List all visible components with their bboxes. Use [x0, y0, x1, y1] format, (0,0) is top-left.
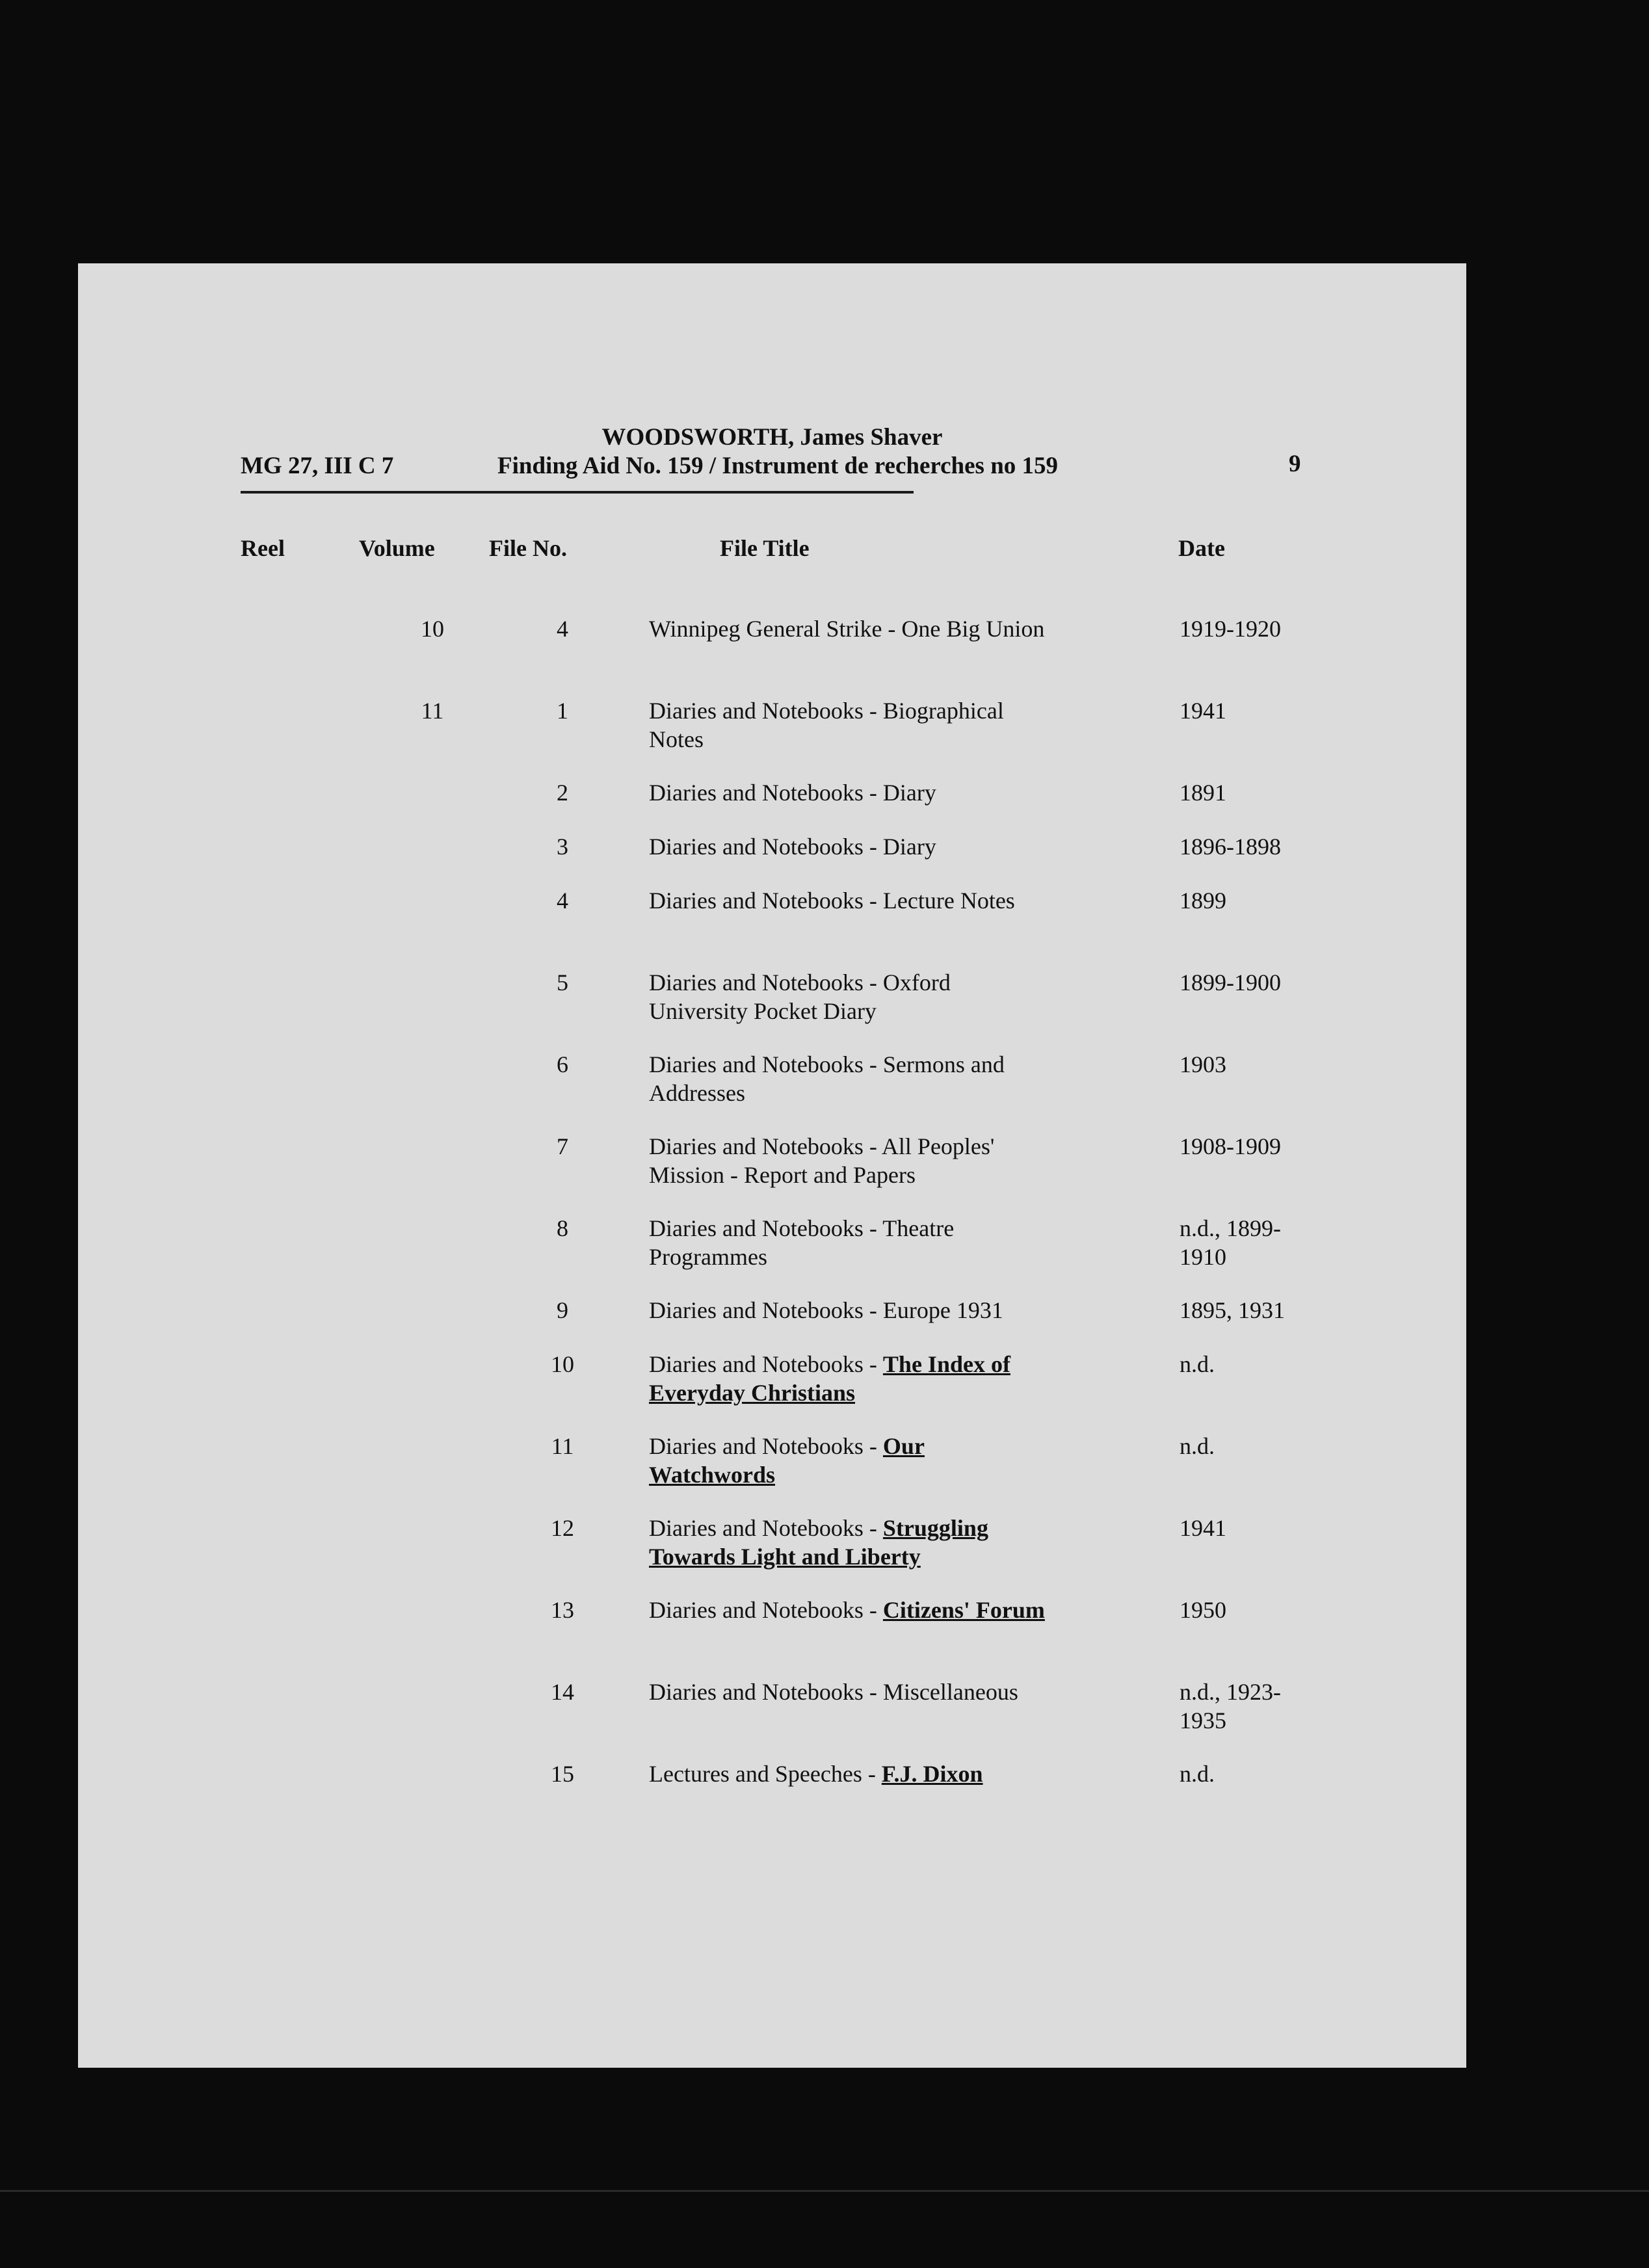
file-title-cell [649, 1760, 1052, 1788]
date-cell: n.d. [1180, 1433, 1215, 1459]
file-title-cell [649, 886, 1052, 915]
file-title-underlined: F.J. Dixon [881, 1761, 983, 1787]
finding-aid-label: Finding Aid No. 159 / Instrument de recherches no 159 [497, 453, 1059, 479]
file-title-text: Diaries and Notebooks - Diary [649, 780, 936, 806]
file-title-text: Diaries and Notebooks - All Peoples' Mission - Report and Papers [649, 1133, 995, 1188]
date-cell: 1895, 1931 [1180, 1297, 1285, 1323]
file-title-text: Diaries and Notebooks - Diary [649, 834, 936, 860]
date-cell: 1919-1920 [1180, 616, 1281, 642]
date-cell: n.d. [1180, 1351, 1215, 1377]
volume-cell: 11 [421, 698, 444, 724]
date-cell: 1908-1909 [1180, 1133, 1281, 1159]
date-cell: 1899 [1180, 888, 1226, 914]
file-number-cell: 13 [551, 1597, 574, 1623]
file-title-cell [649, 1596, 1052, 1624]
file-title-text: Diaries and Notebooks - [649, 1515, 883, 1541]
date-cell: 1899-1900 [1180, 969, 1281, 996]
date-cell: n.d., 1923-1935 [1180, 1679, 1281, 1734]
file-title-cell [649, 696, 1052, 754]
date-cell: 1896-1898 [1180, 834, 1281, 860]
file-title-text: Diaries and Notebooks - Oxford University Pocket Diary [649, 969, 951, 1024]
file-title-text: Diaries and Notebooks - [649, 1433, 883, 1459]
file-title-cell [649, 968, 1052, 1025]
file-number-cell: 8 [557, 1215, 568, 1241]
date-cell: 1950 [1180, 1597, 1226, 1623]
file-title-text: Diaries and Notebooks - Lecture Notes [649, 888, 1015, 914]
file-title-cell [649, 778, 1052, 807]
fonds-reference: MG 27, III C 7 [241, 453, 394, 479]
file-number-cell: 3 [557, 834, 568, 860]
file-title-cell [649, 1132, 1052, 1189]
scanner-edge [0, 2190, 1649, 2192]
file-title-text: Diaries and Notebooks - [649, 1597, 883, 1623]
file-title-cell [649, 1050, 1052, 1107]
file-number-cell: 11 [551, 1433, 574, 1459]
file-title-underlined: The Index of Everyday Christians [649, 1351, 1010, 1406]
file-title-text: Diaries and Notebooks - [649, 1351, 883, 1377]
file-title-underlined: Struggling Towards Light and Liberty [649, 1515, 988, 1570]
file-number-cell: 4 [557, 888, 568, 914]
file-title-text: Diaries and Notebooks - Europe 1931 [649, 1297, 1003, 1323]
file-title-text: Diaries and Notebooks - Biographical Notes [649, 698, 1004, 752]
file-title-cell [649, 1678, 1052, 1706]
file-number-cell: 1 [557, 698, 568, 724]
date-cell: 1891 [1180, 780, 1226, 806]
file-title-text: Diaries and Notebooks - Miscellaneous [649, 1679, 1018, 1705]
page-number: 9 [1289, 451, 1301, 477]
file-title-underlined: Citizens' Forum [882, 1597, 1045, 1623]
file-title-cell [649, 1350, 1052, 1407]
date-cell: 1941 [1180, 698, 1226, 724]
file-number-cell: 9 [557, 1297, 568, 1323]
document-title: WOODSWORTH, James Shaver [601, 424, 943, 451]
column-header-date: Date [1178, 535, 1225, 561]
column-header-file-no: File No. [489, 535, 567, 561]
file-title-text: Winnipeg General Strike - One Big Union [649, 616, 1045, 642]
column-header-reel: Reel [241, 535, 285, 561]
volume-cell: 10 [421, 616, 444, 642]
date-cell: n.d. [1180, 1761, 1215, 1787]
file-number-cell: 7 [557, 1133, 568, 1159]
date-cell: n.d., 1899-1910 [1180, 1215, 1281, 1270]
file-title-cell [649, 614, 1052, 643]
file-title-cell [649, 1214, 1052, 1271]
file-title-cell [649, 1296, 1052, 1325]
file-title-text: Lectures and Speeches - [649, 1761, 882, 1787]
date-cell: 1941 [1180, 1515, 1226, 1541]
file-number-cell: 2 [557, 780, 568, 806]
file-number-cell: 6 [557, 1051, 568, 1077]
header-rule [241, 491, 914, 494]
file-number-cell: 4 [557, 616, 568, 642]
column-header-file-title: File Title [720, 535, 810, 561]
file-number-cell: 14 [551, 1679, 574, 1705]
date-cell: 1903 [1180, 1051, 1226, 1077]
file-title-text: Diaries and Notebooks - Sermons and Addresses [649, 1051, 1005, 1106]
file-number-cell: 15 [551, 1761, 574, 1787]
file-title-text: Diaries and Notebooks - Theatre Programmes [649, 1215, 955, 1270]
document-page [78, 263, 1466, 2068]
file-number-cell: 12 [551, 1515, 574, 1541]
file-title-underlined: Our Watchwords [649, 1433, 925, 1488]
file-title-cell [649, 1432, 1052, 1489]
file-number-cell: 5 [557, 969, 568, 996]
file-title-cell [649, 832, 1052, 861]
column-header-volume: Volume [359, 535, 435, 561]
file-number-cell: 10 [551, 1351, 574, 1377]
file-title-cell [649, 1514, 1052, 1571]
